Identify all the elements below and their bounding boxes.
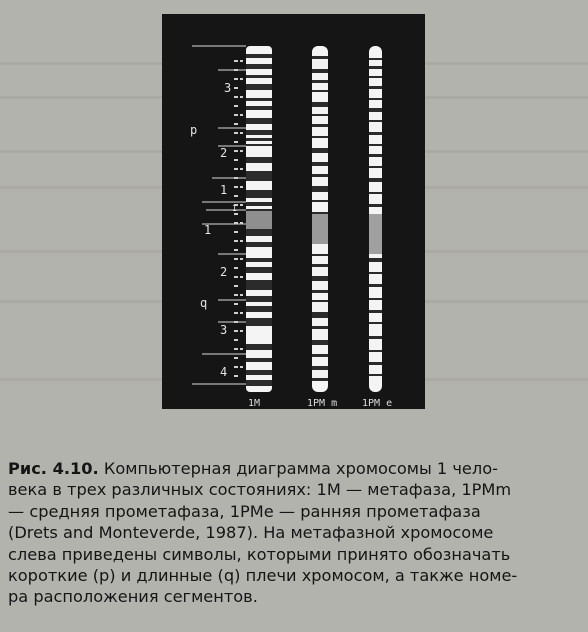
segment-marker [234,240,238,242]
band-1pmm [312,90,328,92]
segment-marker [240,186,243,188]
segment-number-markers [234,60,243,377]
band-1pme [369,374,382,376]
band-1m [246,118,272,124]
band-1pmm [312,174,328,177]
caption-line-2: века в трех различных состояниях: 1М — метафаза, 1PMm [8,480,512,500]
band-1m [246,75,272,78]
centromere-heterochromatin [312,214,328,244]
segment-marker [240,222,243,224]
band-1pme [369,310,382,313]
band-1pmm [312,276,328,281]
caption-line-7: ра расположения сегментов. [8,587,258,607]
segment-marker [234,267,238,269]
segment-marker [234,141,238,143]
segment-marker [240,258,243,260]
band-1pmm [312,300,328,302]
segment-marker [240,366,243,368]
centromere-heterochromatin [246,211,272,229]
segment-marker [240,168,243,170]
band-1pme [369,58,382,60]
arm-label-p: p [190,123,198,137]
band-1pmm [312,366,328,370]
centromere-label: 1 [232,204,237,213]
band-1pme [369,362,382,365]
chromosome-1pme [369,46,382,392]
band-1pme [369,178,382,182]
chromosome-1pmm [312,46,328,392]
stage-label-1pme: 1PM e [362,398,393,409]
band-1pme [369,298,382,300]
segment-marker [234,231,238,233]
segment-marker [234,96,238,98]
band-1pmm [312,200,328,202]
band-1m [246,228,272,236]
chromosome-figure [162,14,425,409]
stage-label-1pmm: 1PM m [307,398,338,409]
band-1pmm [312,378,328,381]
band-1m [246,306,272,312]
band-1pmm [312,326,328,329]
band-1m [246,296,272,302]
caption-line-4: (Drets and Monteverde, 1987). На метафазной хромосоме [8,523,494,543]
band-1pme [369,132,382,135]
region-label-p3: 3 [224,81,232,95]
band-1m [246,144,272,146]
band-1pmm [312,186,328,192]
segment-marker [240,60,243,62]
segment-marker [240,132,243,134]
band-1m [246,318,272,326]
band-1pmm [312,136,328,138]
segment-marker [234,168,238,170]
band-1pme [369,154,382,157]
segment-marker [234,177,238,179]
segment-marker [234,60,238,62]
band-1m [246,84,272,90]
band-1m [246,202,272,206]
band-1m [246,358,272,362]
band-1m [246,130,272,135]
segment-marker [234,123,238,125]
band-1pme [369,66,382,69]
segment-marker [234,258,238,260]
segment-marker [240,312,243,314]
arm-label-q: q [200,296,208,310]
region-label-p1: 1 [220,183,228,197]
band-1pme [369,120,382,122]
region-label-q3: 3 [220,323,228,337]
segment-marker [234,348,238,350]
band-1pmm [312,254,328,256]
segment-marker [234,321,238,323]
band-1pmm [312,102,328,107]
segment-marker [234,69,238,71]
band-1pme [369,258,382,262]
band-1pmm [312,354,328,357]
band-1pme [369,272,382,274]
segment-marker [234,213,238,215]
band-1pme [369,86,382,89]
band-1pme [369,98,382,100]
band-1m [246,106,272,110]
chromosome-1m [246,46,272,392]
segment-marker [240,114,243,116]
band-1pmm [312,69,328,73]
segment-marker [234,294,238,296]
caption-line-5: слева приведены символы, которыми принято обозначать [8,544,511,564]
segment-marker [240,78,243,80]
segment-marker [234,375,238,377]
band-1pmm [312,312,328,318]
region-label-q2: 2 [220,265,228,279]
segment-marker [234,114,238,116]
band-1pme [369,76,382,78]
segment-marker [240,150,243,152]
region-label-p2: 2 [220,146,228,160]
segment-marker [234,222,238,224]
figure-caption [8,458,582,608]
band-1pme [369,336,382,339]
segment-marker [234,195,238,197]
band-1pme [369,284,382,287]
segment-marker [234,303,238,305]
band-1pmm [312,80,328,83]
segment-marker [240,294,243,296]
band-1m [246,54,272,58]
band-1pmm [312,264,328,267]
segment-marker [240,204,243,206]
segment-marker [234,285,238,287]
band-1m [246,380,272,386]
band-1m [246,190,272,198]
segment-marker [234,186,238,188]
band-1m [246,242,272,247]
band-1pme [369,144,382,146]
band-1pmm [312,124,328,127]
band-1pme [369,108,382,112]
segment-marker [240,240,243,242]
region-label-q4: 4 [220,365,228,379]
stage-label-1m: 1M [248,398,261,409]
segment-marker [234,339,238,341]
band-1pmm [312,114,328,116]
band-1pmm [312,148,328,153]
segment-marker [240,276,243,278]
caption-line-1 [8,458,582,479]
segment-marker [234,78,238,80]
chromosome-diagram [162,14,425,409]
band-1m [246,171,272,181]
band-1pme [369,322,382,324]
band-1pmm [312,340,328,345]
segment-marker [240,330,243,332]
segment-marker [234,159,238,161]
segment-marker [234,366,238,368]
band-1pmm [312,162,328,166]
band-1pme [369,350,382,352]
band-1m [246,98,272,101]
segment-marker [240,96,243,98]
band-1pmm [312,56,328,59]
segment-marker [240,348,243,350]
segment-marker [234,150,238,152]
segment-marker [234,132,238,134]
band-1m [246,258,272,262]
caption-label: Рис. 4.10. [8,459,99,478]
band-1m [246,157,272,163]
segment-marker [234,87,238,89]
segment-marker [234,276,238,278]
band-1m [246,344,272,350]
band-1pme [369,204,382,207]
band-1m [246,267,272,273]
caption-line-6: короткие (p) и длинные (q) плечи хромосом, а также номе- [8,566,518,586]
segment-marker [234,357,238,359]
segment-marker [234,249,238,251]
band-1pmm [312,290,328,293]
band-1m [246,370,272,375]
region-label-q1: 1 [204,223,212,237]
centromere-heterochromatin [369,214,382,254]
band-1m [246,280,272,290]
caption-text-1: Компьютерная диаграмма хромосомы 1 чело- [98,459,498,478]
segment-marker [234,105,238,107]
caption-line-3: — средняя прометафаза, 1PMe — ранняя прометафаза [8,501,481,521]
band-1pme [369,166,382,168]
segment-marker [234,330,238,332]
band-1m [246,138,272,141]
band-1m [246,64,272,69]
band-1pme [369,192,382,194]
segment-marker [234,312,238,314]
